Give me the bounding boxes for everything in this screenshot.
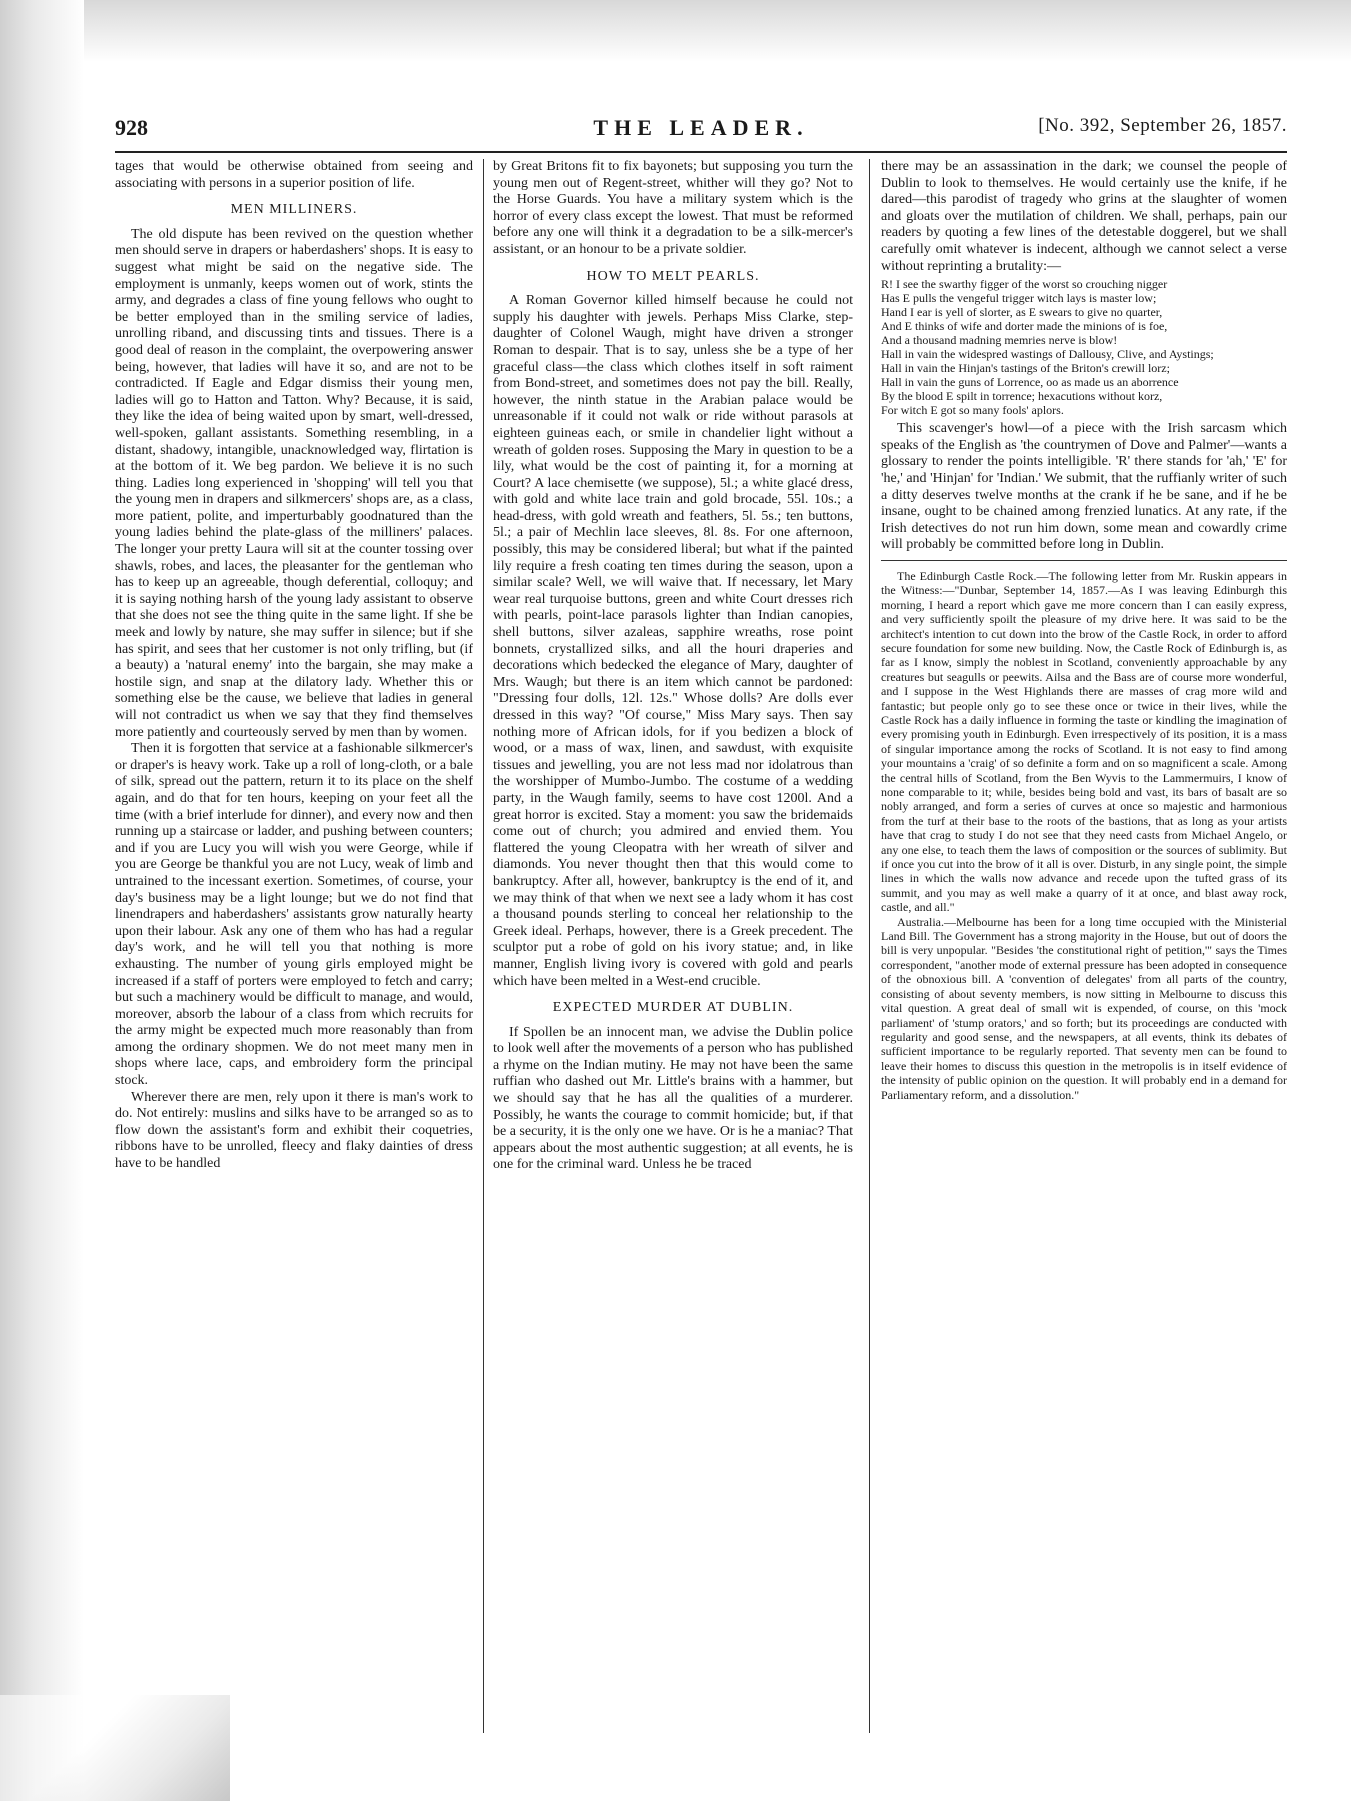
paragraph: there may be an assassination in the dark; we counsel the people of Dublin to look to themselves. He would certainly use the knife, if he dared—this parodist of tragedy who grins at the slaughter of women and gloats over the mutilation of children. We shall, perhaps, pain our readers by quoting a few lines of the detestable doggerel, but we shall carefully omit whatever is indecent, although we cannot select a verse without reprinting a brutality:— — [881, 159, 1287, 274]
news-item-edinburgh: The Edinburgh Castle Rock.—The following letter from Mr. Ruskin appears in the Witness:—"Dunbar, September 14, 1857.—As I was leaving Edinburgh this morning, I heard a report which gave me more concern than I can easily express, and very sufficiently spoilt the pleasure of my drive here. It was said to be the architect's intention to cut down into the brow of the Castle Rock, in order to afford secure foundation for some new building. Now, the Castle Rock of Edinburgh is, as far as I know, simply the noblest in Scotland, conveniently approachable by any creatures but seagulls or peewits. Ailsa and the Bass are of course more wonderful, and I suppose in the West Highlands there are masses of crag more wild and fantastic; but people only go to see these once or twice in their lives, while the Castle Rock has a daily influence in forming the taste or kindling the imagination of every promising youth in Edinburgh. Even irrespectively of its position, it is a mass of singular importance among the rocks of Scotland. It is not easy to find among your mountains a 'craig' of so definite a form and on so magnificent a scale. Among the central hills of Scotland, from the Ben Wyvis to the Lammermuirs, I know of none comparable to it; while, besides being bold and vast, its bars of basalt are so nobly arranged, and form a series of curves at once so majestic and harmonious from the turf at their base to the roots of the bastions, that as long as your artists have that crag to study I do not see that they need casts from Michael Angelo, or any one else, to teach them the laws of composition or the sources of sublimity. But if once you cut into the brow of it all is over. Disturb, in any single point, the simple lines in which the walls now advance and recede upon the tufted grass of its summit, and you may as well make a quarry of it at once, and blast away rock, castle, and all." — [881, 568, 1287, 915]
verse-line: Hall in vain the Hinjan's tastings of the Briton's crewill lorz; — [881, 361, 1170, 376]
paragraph: Then it is forgotten that service at a fashionable silkmercer's or draper's is heavy work. Take up a roll of long-cloth, or a bale of silk, spread out the pattern, return it to its place on the shelf again, and do that for ten hours, keeping on your feet all the time (with a brief interlude for dinner), and every now and then running up a staircase or ladder, and pushing between counters; and if you are Lucy you will wish you were George, while if you are George be thankful you are not Lucy, weak of limb and untrained to the incessant exertion. Sometimes, of course, your day's business may be a light lounge; but we do not find that linendrapers and haberdashers' assistants grow naturally hearty upon their labour. Ask any one of them who has had a regular day's work, and he will tell you that nothing is more exhausting. The number of young girls employed might be increased if a staff of porters were employed to fetch and carry; but such a machinery would be difficult to manage, and would, moreover, absorb the labour of a class from which recruits for the army might be expected much more reasonably than from among the ordinary shopmen. We do not meet many men in shops where lace, caps, and embroidery form the principal stock. — [115, 741, 473, 1089]
header-rule — [115, 151, 1287, 153]
news-item-australia: Australia.—Melbourne has been for a long time occupied with the Ministerial Land Bill. The Government has a strong majority in the House, but out of doors the bill is very unpopular. "Besides 'the constitutional right of petition,'" says the Times correspondent, "another mode of external pressure has been adopted in consequence of the obnoxious bill. A 'convention of delegates' from all parts of the country, consisting of about seventy members, is now sitting in Melbourne to discuss this vital question. A great deal of small wit is expended, of course, on this 'mock parliament' of 'stump orators,' and so forth; but its proceedings are conducted with regularity and good sense, and the newspapers, at all events, think its debates of sufficient importance to be regularly reported. That seventy men can be found to leave their homes to discuss this question in the metropolis is in itself evidence of the intensity of public opinion on the question. It will probably end in a demand for Parliamentary reform, and a dissolution." — [881, 914, 1287, 1102]
paragraph: by Great Britons fit to fix bayonets; but supposing you turn the young men out of Regent-street, whither will they go? Not to the Horse Guards. You have a military system which is the horror of every class except the lowest. That must be reformed before any one will think it a degradation to be a silk-mercer's assistant, or an honour to be a private soldier. — [493, 159, 853, 257]
newspaper-page — [115, 115, 1287, 1735]
page-header — [115, 115, 1287, 147]
section-rule — [881, 560, 1287, 561]
verse-line: Hall in vain the widespred wastings of Dallousy, Clive, and Aystings; — [881, 347, 1214, 362]
verse-line: By the blood E spilt in torrence; hexacutions without korz, — [881, 389, 1163, 404]
page-number: 928 — [115, 115, 148, 140]
masthead-title: THE LEADER. — [593, 115, 809, 140]
verse-line: And a thousand madning memries nerve is blow! — [881, 333, 1118, 348]
scan-shadow-left — [0, 0, 84, 1801]
verse-line: Hand I ear is yell of slorter, as E swears to give no quarter, — [881, 305, 1163, 320]
paragraph: If Spollen be an innocent man, we advise the Dublin police to look well after the movements of a person who has published a rhyme on the Indian mutiny. He may not have been the same ruffian who dashed out Mr. Little's brains with a hammer, but we should say that he has all the qualities of a murderer. Possibly, he wants the courage to commit homicide; but, if that be a security, it is the only one we have. Or is he a maniac? That appears about the most authentic suggestion; at all events, he is one for the criminal ward. Unless he be traced — [493, 1024, 853, 1173]
scan-shadow-top — [0, 0, 1351, 62]
verse-line: For witch E got so many fools' aplors. — [881, 403, 1064, 418]
column-divider — [483, 159, 484, 1733]
column-divider — [869, 159, 870, 1733]
column-3 — [881, 159, 1287, 1733]
column-1 — [115, 159, 473, 1733]
verse-line: And E thinks of wife and dorter made the minions of is foe, — [881, 319, 1168, 334]
paragraph: This scavenger's howl—of a piece with the Irish sarcasm which speaks of the English as 'the countrymen of Dove and Palmer'—wants a glossary to render the points intelligible. 'R' there stands for 'ah,' 'E' for 'he,' and 'Hinjan' for 'Indian.' We submit, that the ruffianly writer of such a ditty deserves twelve months at the crank if he be sane, and if he be insane, ought to be chained among frenzied lunatics. At any rate, if the Irish detectives do not run him down, some mean and cowardly crime will probably be committed before long in Dublin. — [881, 421, 1287, 553]
verse-line: Hall in vain the guns of Lorrence, oo as made us an aborrence — [881, 375, 1179, 390]
paragraph: A Roman Governor killed himself because he could not supply his daughter with jewels. Perhaps Miss Clarke, step-daughter of Colonel Waugh, might have driven a stronger Roman to despair. That is to say, unless she be a type of her graceful class—the class which clothes itself in soft raiment from Bond-street, and sometimes does not pay the bill. Really, however, the ninth statue in the Arabian palace would be unreasonable if it could not walk or ride without parasols at eighteen guineas each, or smile in chandelier light without a wreath of golden roses. Supposing the Mary in question to be a lily, what would be the cost of painting it, for a morning at Court? A lace chemisette (we suppose), 5l.; a white glacé dress, with gold and white lace train and gold brocade, 55l. 10s.; a head-dress, with gold wreath and feathers, 5l. 5s.; ten buttons, 5l.; a pair of Mechlin lace sleeves, 8l. 8s. For one afternoon, possibly, this may be considered liberal; but what if the painted lily require a fresh coating ten times during the season, upon a similar scale? Well, we will waive that. If necessary, let Mary wear real turquoise buttons, green and white Court dresses rich with pearls, point-lace parasols lighter than Indian canopies, shell buttons, silver azaleas, sapphire wreaths, rose point bonnets, crystallized silks, and all the houri draperies and decorations which bedecked the elegance of Mary, daughter of Mrs. Waugh; but there is an item which cannot be pardoned: "Dressing four dolls, 12l. 12s." Whose dolls? Are dolls ever dressed in this way? "Of course," Miss Mary says. Then say nothing more of African idols, for if you bedizen a block of wood, or a mass of wax, linen, and sawdust, with exquisite tissues and jewelling, you are not less mad nor idolatrous than the worshipper of Mumbo-Jumbo. The costume of a wedding party, in the Waugh family, seems to have cost 1200l. And a great horror is excited. Stay a moment: you saw the bridemaids come out of church; you admired and envied them. You flattered the young Cleopatra with her wreath of silver and diamonds. You never thought then that this would come to bankruptcy. After all, however, bankruptcy is the end of it, and we may think of that when we next see a lady whom it has cost a thousand pounds sterling to conceal her relationship to the Greek ideal. Perhaps, however, there is a Greek precedent. The sculptor put a robe of gold on his ivory statue; and, in like manner, English living ivory is covered with gold and pearls which have been melted in a West-end crucible. — [493, 293, 853, 989]
paragraph: Wherever there are men, rely upon it there is man's work to do. Not entirely: muslins and silks have to be arranged so as to flow down the assistant's form and exhibit their coquetries, ribbons have to be unrolled, fleecy and flaky dainties of dress have to be handled — [115, 1089, 473, 1172]
verse-line: Has E pulls the vengeful trigger witch lays is master low; — [881, 291, 1157, 306]
article-heading: EXPECTED MURDER AT DUBLIN. — [552, 1000, 794, 1016]
article-heading: HOW TO MELT PEARLS. — [586, 268, 760, 284]
column-2 — [493, 159, 853, 1733]
paragraph: The old dispute has been revived on the question whether men should serve in drapers or haberdashers' shops. It is easy to suggest what might be said on the negative side. The employment is unmanly, keeps women out of work, stints the army, and degrades a class of fine young fellows who ought to be better employed than in the smiling service of ladies, unrolling riband, and discussing tints and tissues. There is a good deal of reason in the complaint, the overpowering answer being, however, that ladies will have it so, and are not to be contradicted. If Eagle and Edgar dismiss their young men, ladies will go to Hatton and Tatton. Why? Because, it is said, they like the idea of being waited upon by smart, well-dressed, well-spoken, gallant assistants. Something resembling, in a distant, shadowy, intangible, unacknowledged way, flirtation is at the bottom of it. We beg pardon. We believe it is no such thing. Ladies long experienced in 'shopping' will tell you that the young men in drapers and silkmercers' shops are, as a class, more patient, polite, and imperturbably goodnatured than the young ladies behind the plate-glass of the milliners' palaces. The longer your pretty Laura will sit at the counter tossing over shawls, robes, and laces, the pleasanter for the gentleman who has to keep up an agreeable, though deferential, colloquy; and it is saying nothing harsh of the young lady assistant to observe that she does not see the thing quite in the same light. If she be meek and lowly by nature, she may suffer in silence; but if she has spirit, and sees that her customer is not only trifling, but (if a beauty) a 'natural enemy' into the bargain, she may make a hostile sign, and snap at the dilatory lady. Whether this or something else be the cause, we believe that ladies in general will not contradict us when we say that they find themselves more patiently and courteously served by men than by women. — [115, 226, 473, 740]
article-heading: MEN MILLINERS. — [230, 202, 358, 218]
paragraph: tages that would be otherwise obtained from seeing and associating with persons in a superior position of life. — [115, 159, 473, 191]
issue-date: [No. 392, September 26, 1857. — [1038, 115, 1287, 136]
verse-line: R! I see the swarthy figger of the worst so crouching nigger — [881, 277, 1168, 292]
quoted-verse — [881, 277, 1287, 417]
